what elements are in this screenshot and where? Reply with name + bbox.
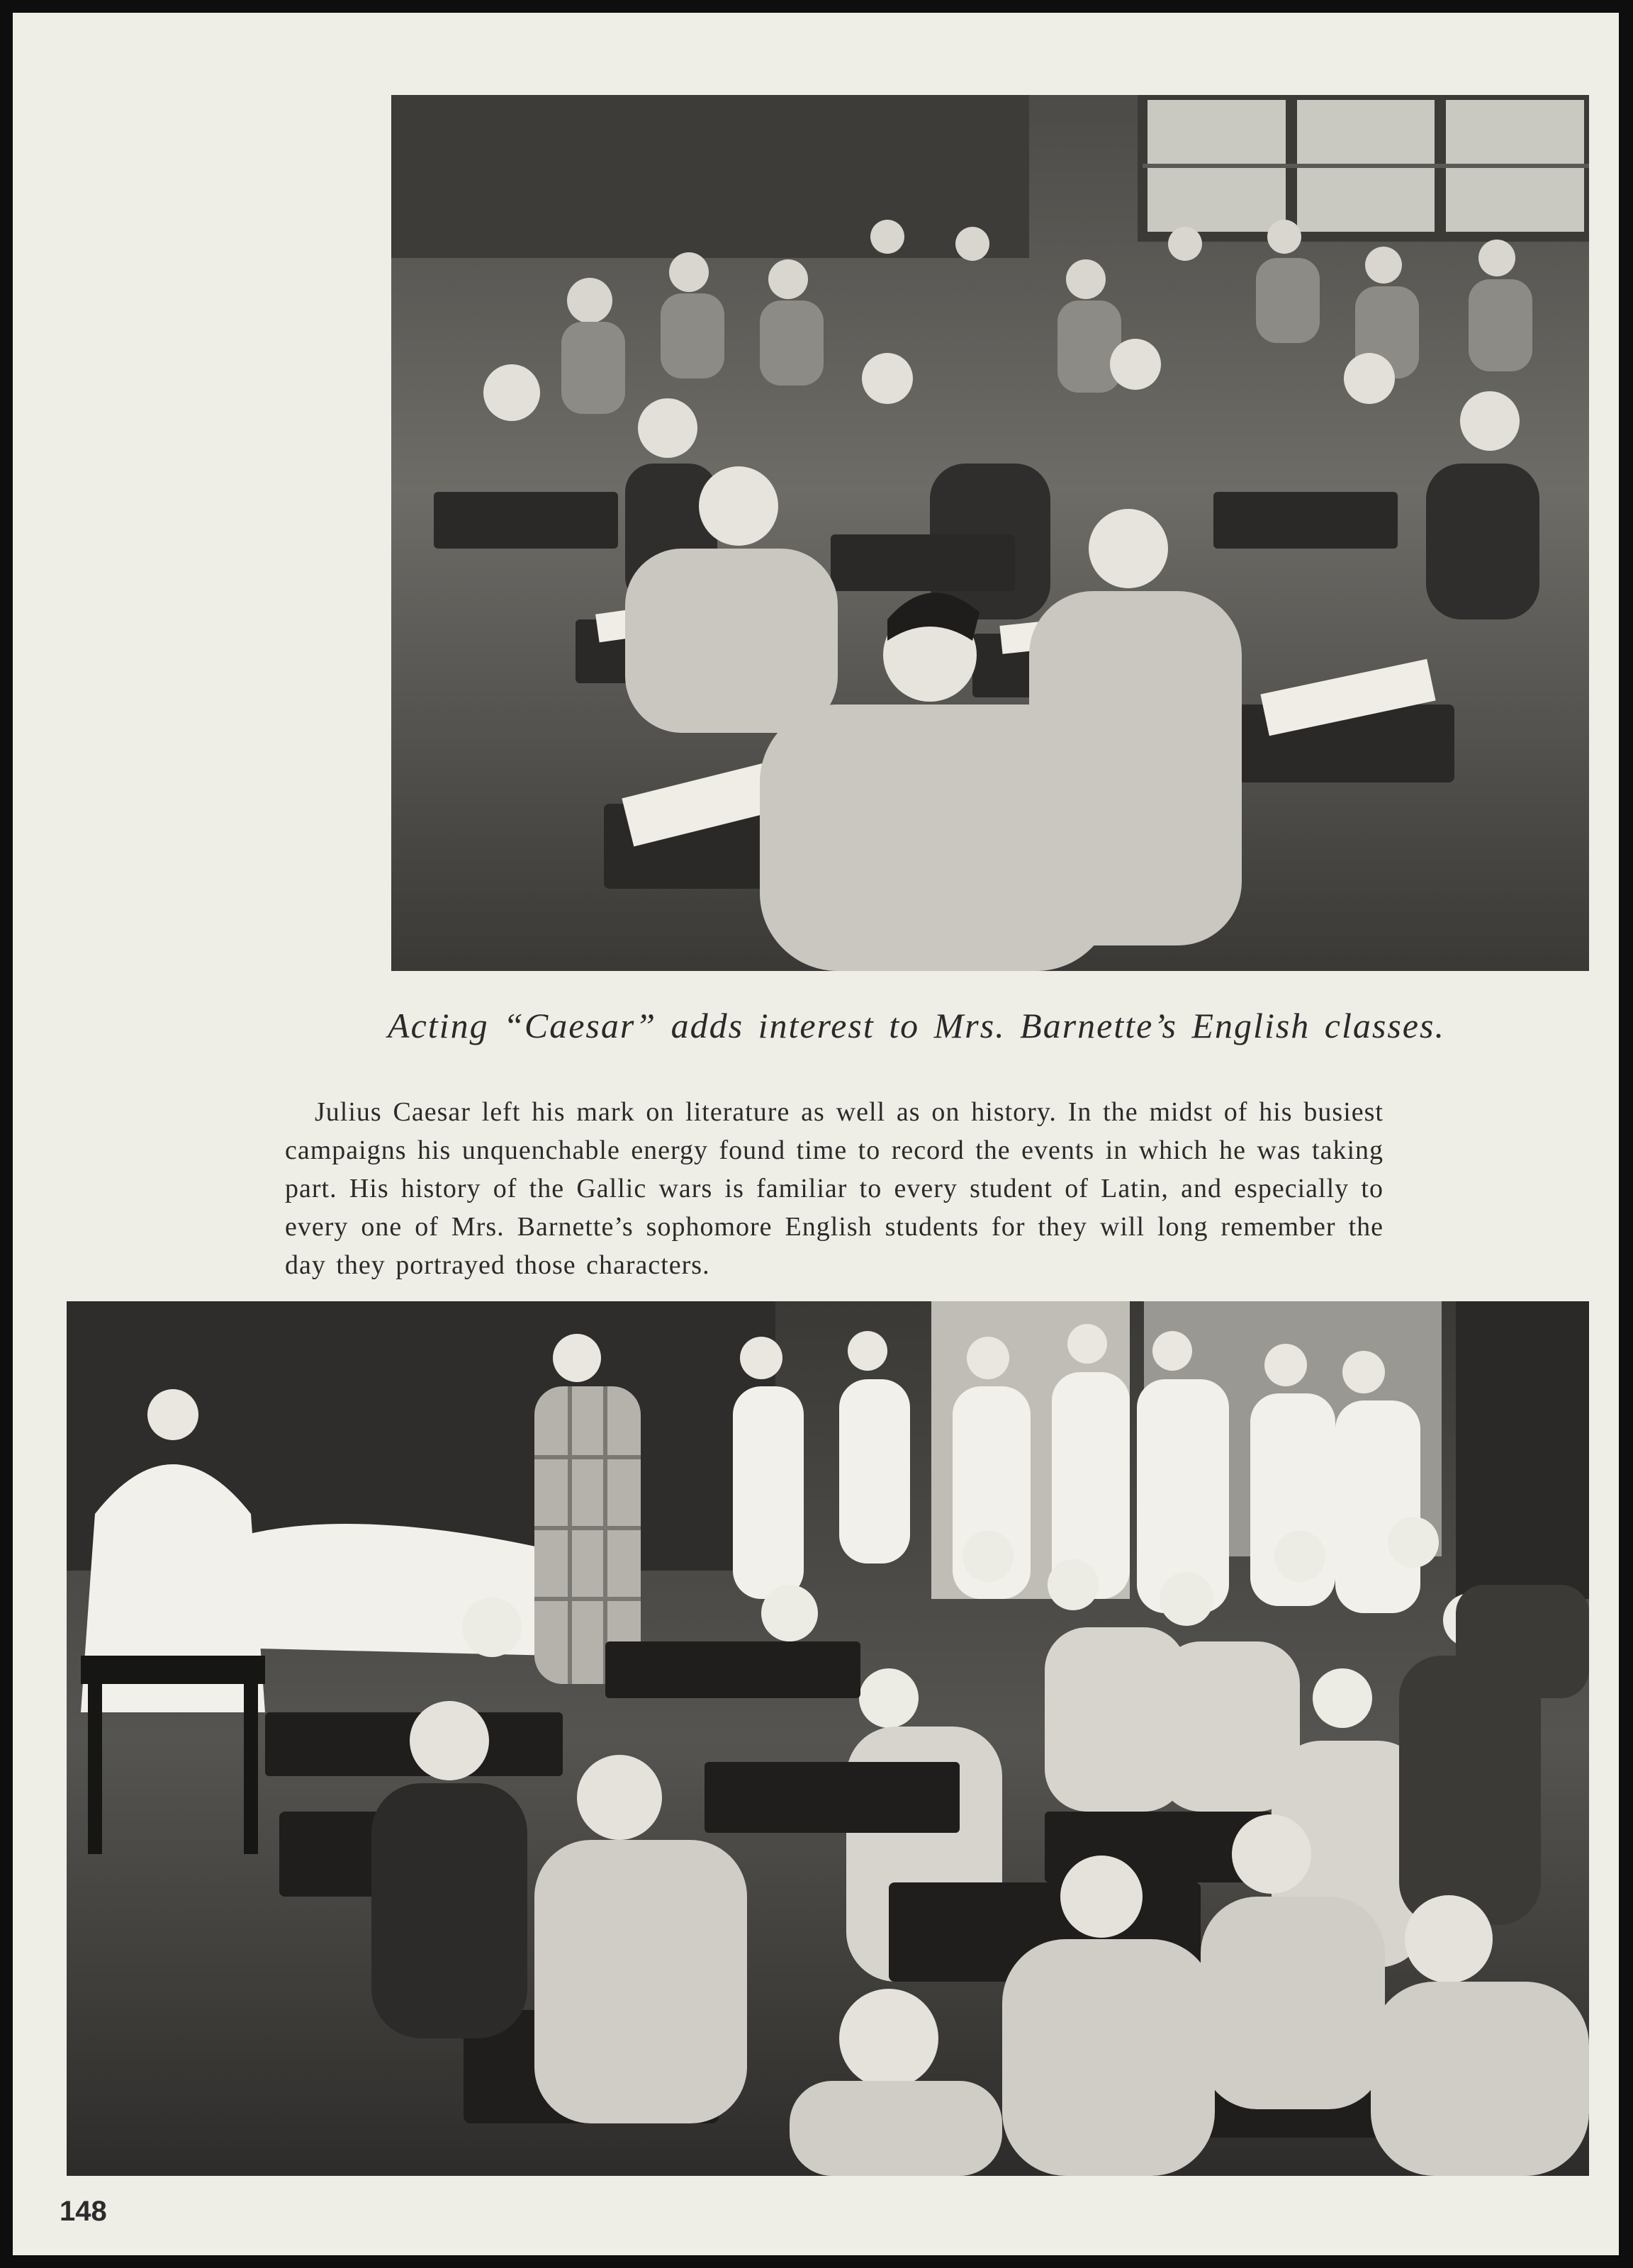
toga-class-photo — [67, 1301, 1589, 2176]
classroom-photo — [391, 95, 1589, 971]
yearbook-page — [13, 13, 1619, 2255]
toga-class-photo-image — [67, 1301, 1589, 2176]
page-number: 148 — [60, 2196, 107, 2227]
classroom-photo-image — [391, 95, 1589, 971]
photo-caption: Acting “Caesar” adds interest to Mrs. Barnette’s English classes. — [388, 1006, 1445, 1045]
body-paragraph: Julius Caesar left his mark on literature as well as on history. In the midst of his busiest campaigns his unquenchable energy found time to record the events in which he was taking part. His history of the Gallic wars is familiar to every student of Latin, and especially to every one of Mrs. Barnette’s sophomore English students for they will long remember the day they portrayed those characters. — [285, 1097, 1384, 1280]
